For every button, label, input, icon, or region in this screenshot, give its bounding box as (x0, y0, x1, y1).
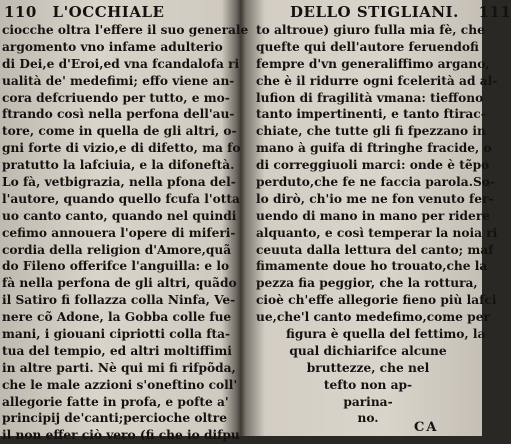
text-line: no. (357, 411, 379, 426)
text-line: parina- (343, 394, 393, 409)
text-line: il non effer ciò vero (fi che io difpu (2, 428, 240, 443)
running-header-left (4, 3, 164, 21)
text-line: che è il ridurre ogni fcelerità ad al- (256, 73, 498, 88)
text-line: bruttezze, che nel (306, 360, 430, 375)
text-line: tefto non ap- (323, 377, 413, 392)
text-line: lo dirò, ch'io me ne fon venuto fer- (256, 191, 494, 206)
text-line: l'autore, quando quello fcufa l'otta (2, 191, 240, 206)
text-line: nere cõ Adone, la Gobba colle fue (2, 310, 232, 325)
text-line: gni forte di vizio,e di difetto, ma fo (2, 141, 241, 156)
text-line: ceuuta dalla lettura del canto; maf (256, 242, 494, 257)
text-line: fà nella perfona de gli altri, quãdo (2, 276, 237, 291)
text-line: il Satiro fi follazza colla Ninfa, Ve- (2, 293, 236, 308)
page-body (256, 22, 498, 427)
text-line: uo canto canto, quando nel quindi (2, 208, 237, 223)
text-line: argomento vno infame adulterio (2, 39, 223, 54)
text-line: figura è quella del fettimo, la (286, 327, 486, 342)
page-number: 111 (478, 3, 511, 21)
text-line: mani, i giouani cipriotti colla fta- (2, 327, 231, 342)
text-line: Lo fà, vetbigrazia, nella pfona del- (2, 175, 236, 190)
text-line: tore, come in quella de gli altri, o- (2, 124, 237, 139)
text-line: mano à guifa di ftringhe fracide, o (256, 141, 492, 156)
text-line: pezza fia peggior, che la rottura, (256, 276, 478, 291)
running-header-right (290, 3, 511, 21)
text-line: di correggiuoli marci: onde è tẽpo (256, 158, 490, 173)
text-line: che le male azzioni s'oneftino coll' (2, 377, 238, 392)
running-head: DELLO STIGLIANI. (290, 3, 459, 21)
text-line: do Fileno offerifce l'anguilla: e lo (2, 259, 230, 274)
text-line: cefimo annouera l'opere di miferi- (2, 225, 236, 240)
text-line: ftrando così nella perfona dell'au- (2, 107, 235, 122)
text-line: allegorie fatte in profa, e pofte a' (2, 394, 229, 409)
text-line: cora defcriuendo per tutto, e mo- (2, 90, 230, 105)
text-line: chiate, che tutte gli fi fpezzano in (256, 124, 486, 139)
text-line: quefte qui dell'autore feruendofi (256, 39, 479, 54)
running-head: L'OCCHIALE (52, 3, 165, 21)
page-body (2, 22, 249, 444)
text-line: cordia della religion d'Amore,quã (2, 242, 232, 257)
text-line: tanto impertinenti, e tanto ftirac- (256, 107, 486, 122)
text-line: ualità de' medefimi; effo viene an- (2, 73, 235, 88)
text-line: qual dichiarifce alcune (289, 343, 447, 358)
text-line: in altre parti. Nè qui mi fi rifpõda, (2, 360, 236, 375)
text-line: ue,che'l canto medefimo,come per (256, 310, 490, 325)
left-page (0, 0, 249, 443)
text-line: fimamente doue ho trouato,che la (256, 259, 488, 274)
text-line: di Dei,e d'Eroi,ed vna fcandalofa ri (2, 56, 240, 71)
text-line: cioè ch'effe allegorie fieno più lafci (256, 293, 497, 308)
text-line: tua del tempio, ed altri moltiffimi (2, 343, 232, 358)
text-line: pratutto la lafciuia, e la difoneftà. (2, 158, 235, 173)
catchword: CA (414, 420, 439, 435)
text-line: alquanto, e così temperar la noia ri (256, 225, 498, 240)
text-line: uendo di mano in mano per ridere (256, 208, 490, 223)
right-page (246, 0, 511, 436)
text-line: fempre d'vn generaliffimo argano, (256, 56, 490, 71)
page-number: 110 (4, 3, 37, 21)
text-line: to altroue) giuro fulla mia fè, che (256, 23, 485, 37)
text-line: perduto,che fe ne faccia parola.So- (256, 175, 495, 190)
text-line: principij de'canti;percioche oltre (2, 411, 227, 426)
text-line: ciocche oltra l'effere il suo generale (2, 23, 249, 37)
text-line: lufion di fragilità vmana: tieffono (256, 90, 484, 105)
